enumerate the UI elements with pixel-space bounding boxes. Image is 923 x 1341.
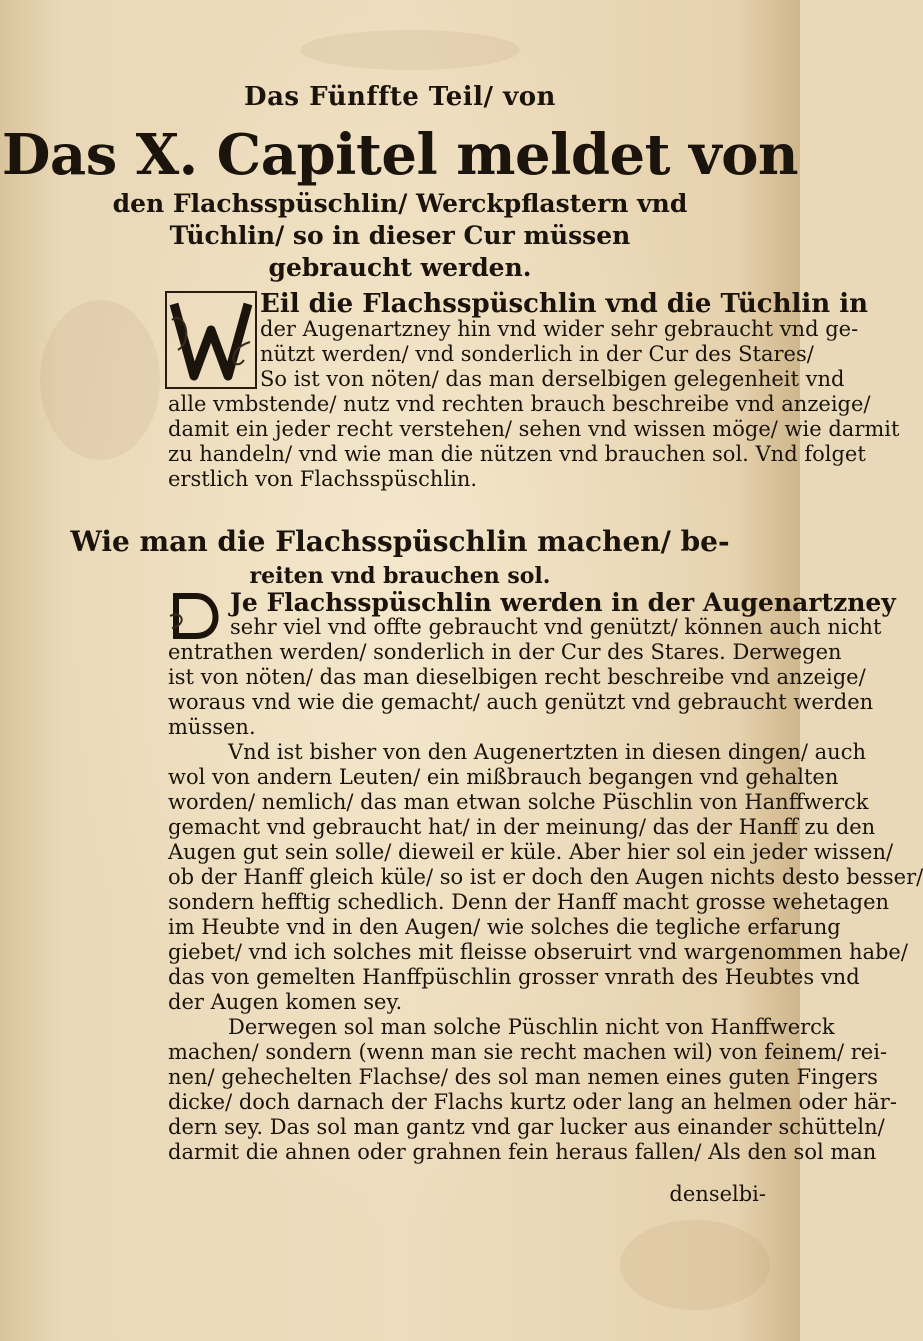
text-line: der Augenartzney hin vnd wider sehr gebraucht vnd ge- xyxy=(260,317,859,341)
paper-stain xyxy=(300,30,520,70)
text-line: woraus vnd wie die gemacht/ auch genützt vnd gebraucht werden xyxy=(168,690,874,714)
chapter-subtitle xyxy=(0,188,800,284)
text-line: darmit die ahnen oder grahnen fein heraus fallen/ Als den sol man xyxy=(168,1140,877,1164)
text-line: giebet/ vnd ich solches mit fleisse obseruirt vnd wargenommen habe/ xyxy=(168,940,908,964)
text-line: worden/ nemlich/ das man etwan solche Püschlin von Hanffwerck xyxy=(168,790,869,814)
text-line: sehr viel vnd offte gebraucht vnd genützt/ können auch nicht xyxy=(230,615,882,639)
subtitle-line: gebraucht werden. xyxy=(268,253,532,282)
running-head: Das Fünffte Teil/ von xyxy=(244,82,556,112)
section-heading xyxy=(0,525,800,593)
text-line: dern sey. Das sol man gantz vnd gar lucker aus einander schütteln/ xyxy=(168,1115,885,1139)
catchword: denselbi- xyxy=(669,1182,766,1206)
text-line: So ist von nöten/ das man derselbigen gelegenheit vnd xyxy=(260,367,845,391)
text-line: Augen gut sein solle/ dieweil er küle. Aber hier sol ein jeder wissen/ xyxy=(168,840,894,864)
text-line: ist von nöten/ das man dieselbigen recht beschreibe vnd anzeige/ xyxy=(168,665,866,689)
text-line: gemacht vnd gebraucht hat/ in der meinung/ das der Hanff zu den xyxy=(168,815,876,839)
text-line: Vnd ist bisher von den Augenertzten in diesen dingen/ auch xyxy=(228,740,866,764)
section-heading-line: Wie man die Flachsspüschlin machen/ be- xyxy=(70,525,730,558)
text-line: dicke/ doch darnach der Flachs kurtz oder lang an helmen oder här- xyxy=(168,1090,897,1114)
text-line: im Heubte vnd in den Augen/ wie solches die tegliche erfarung xyxy=(168,915,841,939)
subtitle-line: den Flachsspüschlin/ Werckpflastern vnd xyxy=(112,189,688,218)
text-line: entrathen werden/ sonderlich in der Cur des Stares. Derwegen xyxy=(168,640,842,664)
text-line: der Augen komen sey. xyxy=(168,990,403,1014)
paragraph-2 xyxy=(168,588,923,1165)
text-line: müssen. xyxy=(168,715,256,739)
text-line: Je Flachsspüschlin werden in der Augenartzney xyxy=(230,588,896,617)
paper-stain xyxy=(620,1220,770,1310)
paper-stain xyxy=(40,300,160,460)
text-line: nen/ gehechelten Flachse/ des sol man nemen eines guten Fingers xyxy=(168,1065,878,1089)
section-heading-line: reiten vnd brauchen sol. xyxy=(249,563,551,589)
text-line: damit ein jeder recht verstehen/ sehen vnd wissen möge/ wie darmit xyxy=(168,417,900,441)
text-line: nützt werden/ vnd sonderlich in der Cur des Stares/ xyxy=(260,342,814,366)
text-line: ob der Hanff gleich küle/ so ist er doch den Augen nichts desto besser/ xyxy=(168,865,923,889)
text-line: wol von andern Leuten/ ein mißbrauch begangen vnd gehalten xyxy=(168,765,839,789)
text-line: erstlich von Flachsspüschlin. xyxy=(168,467,478,491)
paragraph-1 xyxy=(168,289,900,492)
text-line: Derwegen sol man solche Püschlin nicht von Hanffwerck xyxy=(228,1015,835,1039)
text-line: Eil die Flachsspüschlin vnd die Tüchlin in xyxy=(260,289,868,319)
text-line: zu handeln/ vnd wie man die nützen vnd brauchen sol. Vnd folget xyxy=(168,442,866,466)
text-line: das von gemelten Hanffpüschlin grosser vnrath des Heubtes vnd xyxy=(168,965,860,989)
subtitle-line: Tüchlin/ so in dieser Cur müssen xyxy=(169,221,631,250)
text-line: machen/ sondern (wenn man sie recht machen wil) von feinem/ rei- xyxy=(168,1040,888,1064)
text-line: sondern hefftig schedlich. Denn der Hanff macht grosse wehetagen xyxy=(168,890,890,914)
chapter-title: Das X. Capitel meldet von xyxy=(1,122,799,188)
text-line: alle vmbstende/ nutz vnd rechten brauch beschreibe vnd anzeige/ xyxy=(168,392,871,416)
